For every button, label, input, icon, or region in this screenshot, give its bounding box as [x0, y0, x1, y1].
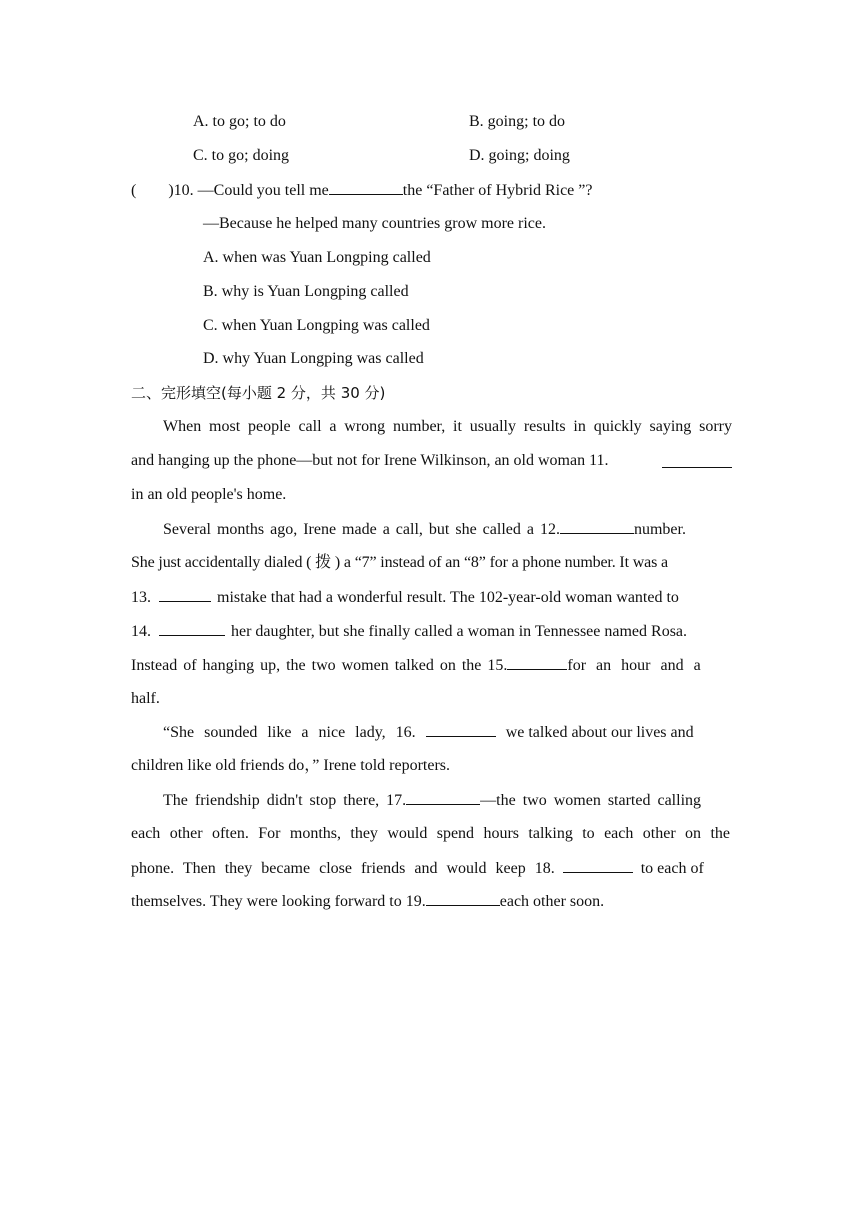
answer-blank-18	[563, 858, 633, 873]
q10-answer-line: —Because he helped many countries grow more rice.	[203, 215, 546, 232]
passage-line-10	[163, 722, 694, 743]
answer-blank-16	[426, 722, 496, 737]
passage-text: The friendship didn't stop there, 17.	[163, 792, 407, 809]
passage-text: mistake that had a wonderful result. The 102-year-old woman wanted to	[217, 589, 679, 606]
passage-line-14	[131, 858, 704, 879]
passage-text: Several months ago, Irene made a call, but she called a 12.	[163, 521, 560, 538]
passage-text: —the two women started calling	[480, 792, 702, 809]
passage-text: to each of	[640, 860, 704, 877]
passage-line-7	[131, 621, 732, 642]
section-heading: 二、完形填空(每小题 2 分，共 30 分)	[131, 384, 386, 402]
passage-line-5: She just accidentally dialed ( 拨 ) a “7” instead of an “8” for a phone number. It was a	[131, 554, 668, 571]
passage-text: each other often. For months, they would spend hours talking to each other on the	[131, 825, 730, 842]
q10-stem: ( )10. —Could you tell me	[131, 182, 329, 199]
answer-blank-13	[159, 587, 211, 602]
q10-option-a: A. when was Yuan Longping called	[203, 249, 431, 266]
passage-line-9: half.	[131, 690, 160, 707]
answer-blank-15	[507, 655, 567, 670]
passage-line-3: in an old people's home.	[131, 486, 287, 503]
passage-text: we talked about our lives and	[505, 724, 694, 741]
q10-option-c: C. when Yuan Longping was called	[203, 317, 430, 334]
answer-blank-11	[662, 453, 732, 468]
passage-text: “She sounded like a nice lady, 16.	[163, 724, 416, 741]
passage-line-8	[131, 655, 732, 676]
answer-blank	[329, 180, 403, 195]
passage-text: number.	[633, 521, 686, 538]
q10-stem-end: the “Father of Hybrid Rice ”?	[402, 182, 593, 199]
passage-text: for an hour and a	[567, 657, 701, 674]
q10-option-d: D. why Yuan Longping was called	[203, 350, 424, 367]
passage-text: Instead of hanging up, the two women talked on the 15.	[131, 657, 508, 674]
passage-line-15	[131, 891, 604, 912]
passage-text: 14.	[131, 623, 151, 640]
answer-blank-17	[406, 790, 480, 805]
passage-line-13	[131, 824, 730, 844]
q9-option-c: C. to go; doing	[193, 147, 290, 164]
q10-option-b: B. why is Yuan Longping called	[203, 283, 409, 300]
passage-text: and hanging up the phone—but not for Irene Wilkinson, an old woman 11.	[131, 452, 609, 469]
passage-text: When most people call a wrong number, it usually results in quickly saying sorry	[163, 418, 732, 435]
passage-text: her daughter, but she finally called a woman in Tennessee named Rosa.	[231, 623, 688, 640]
q10-question	[131, 180, 592, 201]
answer-blank-19	[426, 891, 500, 906]
answer-blank-14	[159, 621, 225, 636]
passage-line-11: children like old friends do，” Irene told reporters.	[131, 757, 451, 774]
q9-option-b: B. going; to do	[469, 113, 566, 130]
passage-text: phone. Then they became close friends and would keep 18.	[131, 860, 555, 877]
passage-line-2	[131, 451, 732, 471]
q9-option-a: A. to go; to do	[193, 113, 286, 130]
passage-text: themselves. They were looking forward to 19.	[131, 893, 426, 910]
passage-line-4	[163, 519, 723, 540]
answer-blank-12	[560, 519, 634, 534]
passage-line-1	[163, 417, 732, 437]
passage-line-12	[163, 790, 701, 811]
q9-option-d: D. going; doing	[469, 147, 570, 164]
passage-text: 13.	[131, 589, 151, 606]
passage-line-6	[131, 587, 732, 608]
passage-text: each other soon.	[499, 893, 605, 910]
